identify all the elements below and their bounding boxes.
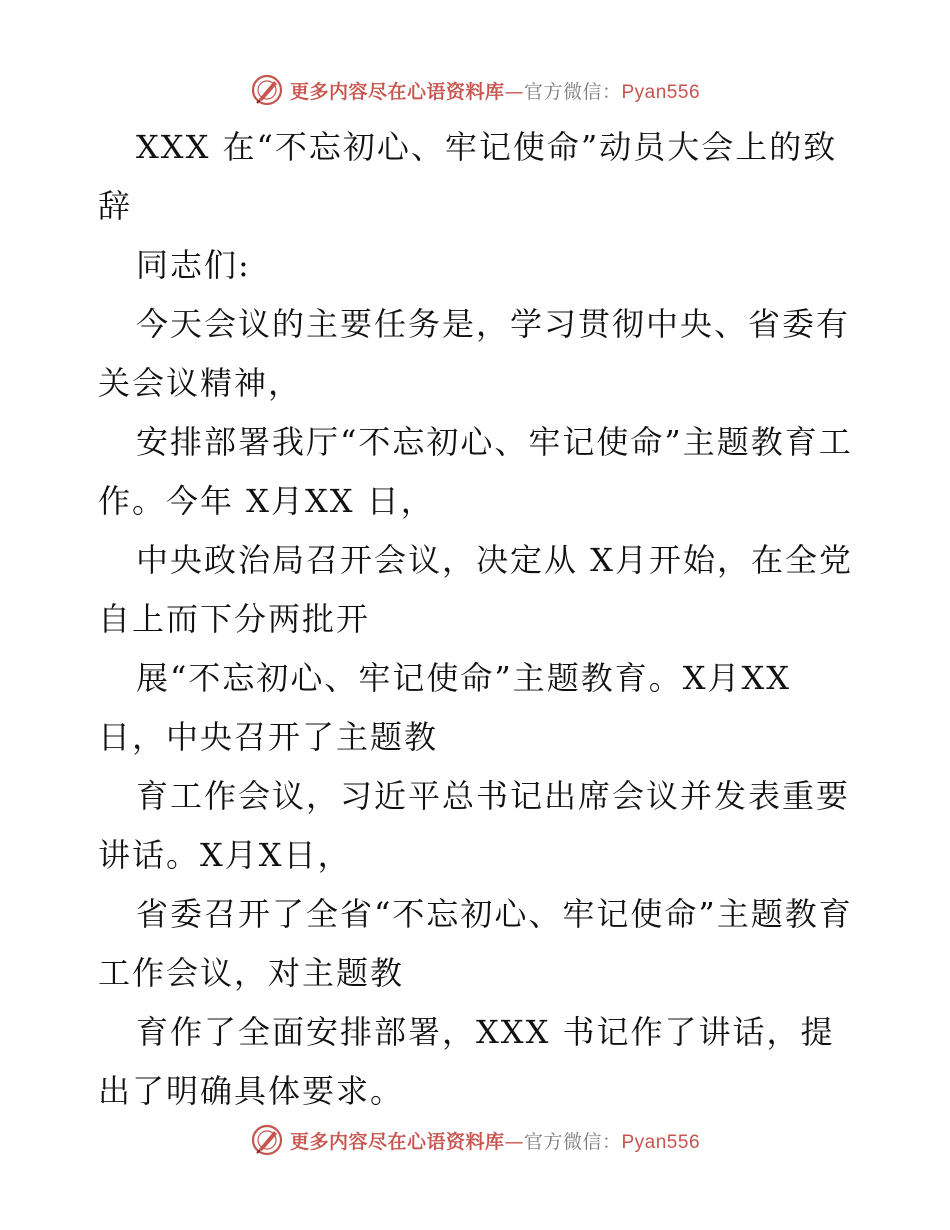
paragraph: 今天会议的主要任务是，学习贯彻中央、省委有关会议精神， (98, 305, 851, 402)
footer-banner (0, 1120, 950, 1160)
paragraph: 安排部署我厅“不忘初心、牢记使命”主题教育工作。今年 X月XX 日， (98, 423, 853, 520)
salutation: 同志们: (136, 246, 251, 284)
banner-text (290, 1127, 700, 1154)
banner-dash: — (504, 1130, 524, 1153)
banner-wechat-label: 官方微信： (523, 1130, 622, 1153)
paragraph: 中央政治局召开会议，决定从 X月开始，在全党自上而下分两批开 (98, 541, 853, 638)
document-title: XXX 在“不忘初心、牢记使命”动员大会上的致辞 (98, 128, 838, 225)
banner-title: 更多内容尽在心语资料库 (289, 1130, 505, 1153)
banner-text (290, 77, 700, 104)
feather-pen-logo-icon (250, 73, 284, 107)
banner-wechat-id: Pyan556 (621, 81, 701, 103)
banner-title: 更多内容尽在心语资料库 (289, 80, 505, 103)
paragraph: 省委召开了全省“不忘初心、牢记使命”主题教育工作会议，对主题教 (98, 895, 853, 992)
banner-dash: — (504, 80, 524, 103)
banner-wechat-label: 官方微信： (523, 80, 622, 103)
header-banner (0, 70, 950, 110)
paragraph: 育工作会议，习近平总书记出席会议并发表重要讲话。X月X日， (98, 777, 851, 874)
paragraph: 展“不忘初心、牢记使命”主题教育。X月XX 日，中央召开了主题教 (98, 659, 792, 756)
paragraph: 育作了全面安排部署，XXX 书记作了讲话，提出了明确具体要求。 (98, 1013, 835, 1110)
banner-wechat-id: Pyan556 (621, 1131, 701, 1153)
feather-pen-logo-icon (250, 1123, 284, 1157)
document-body (98, 118, 858, 1121)
